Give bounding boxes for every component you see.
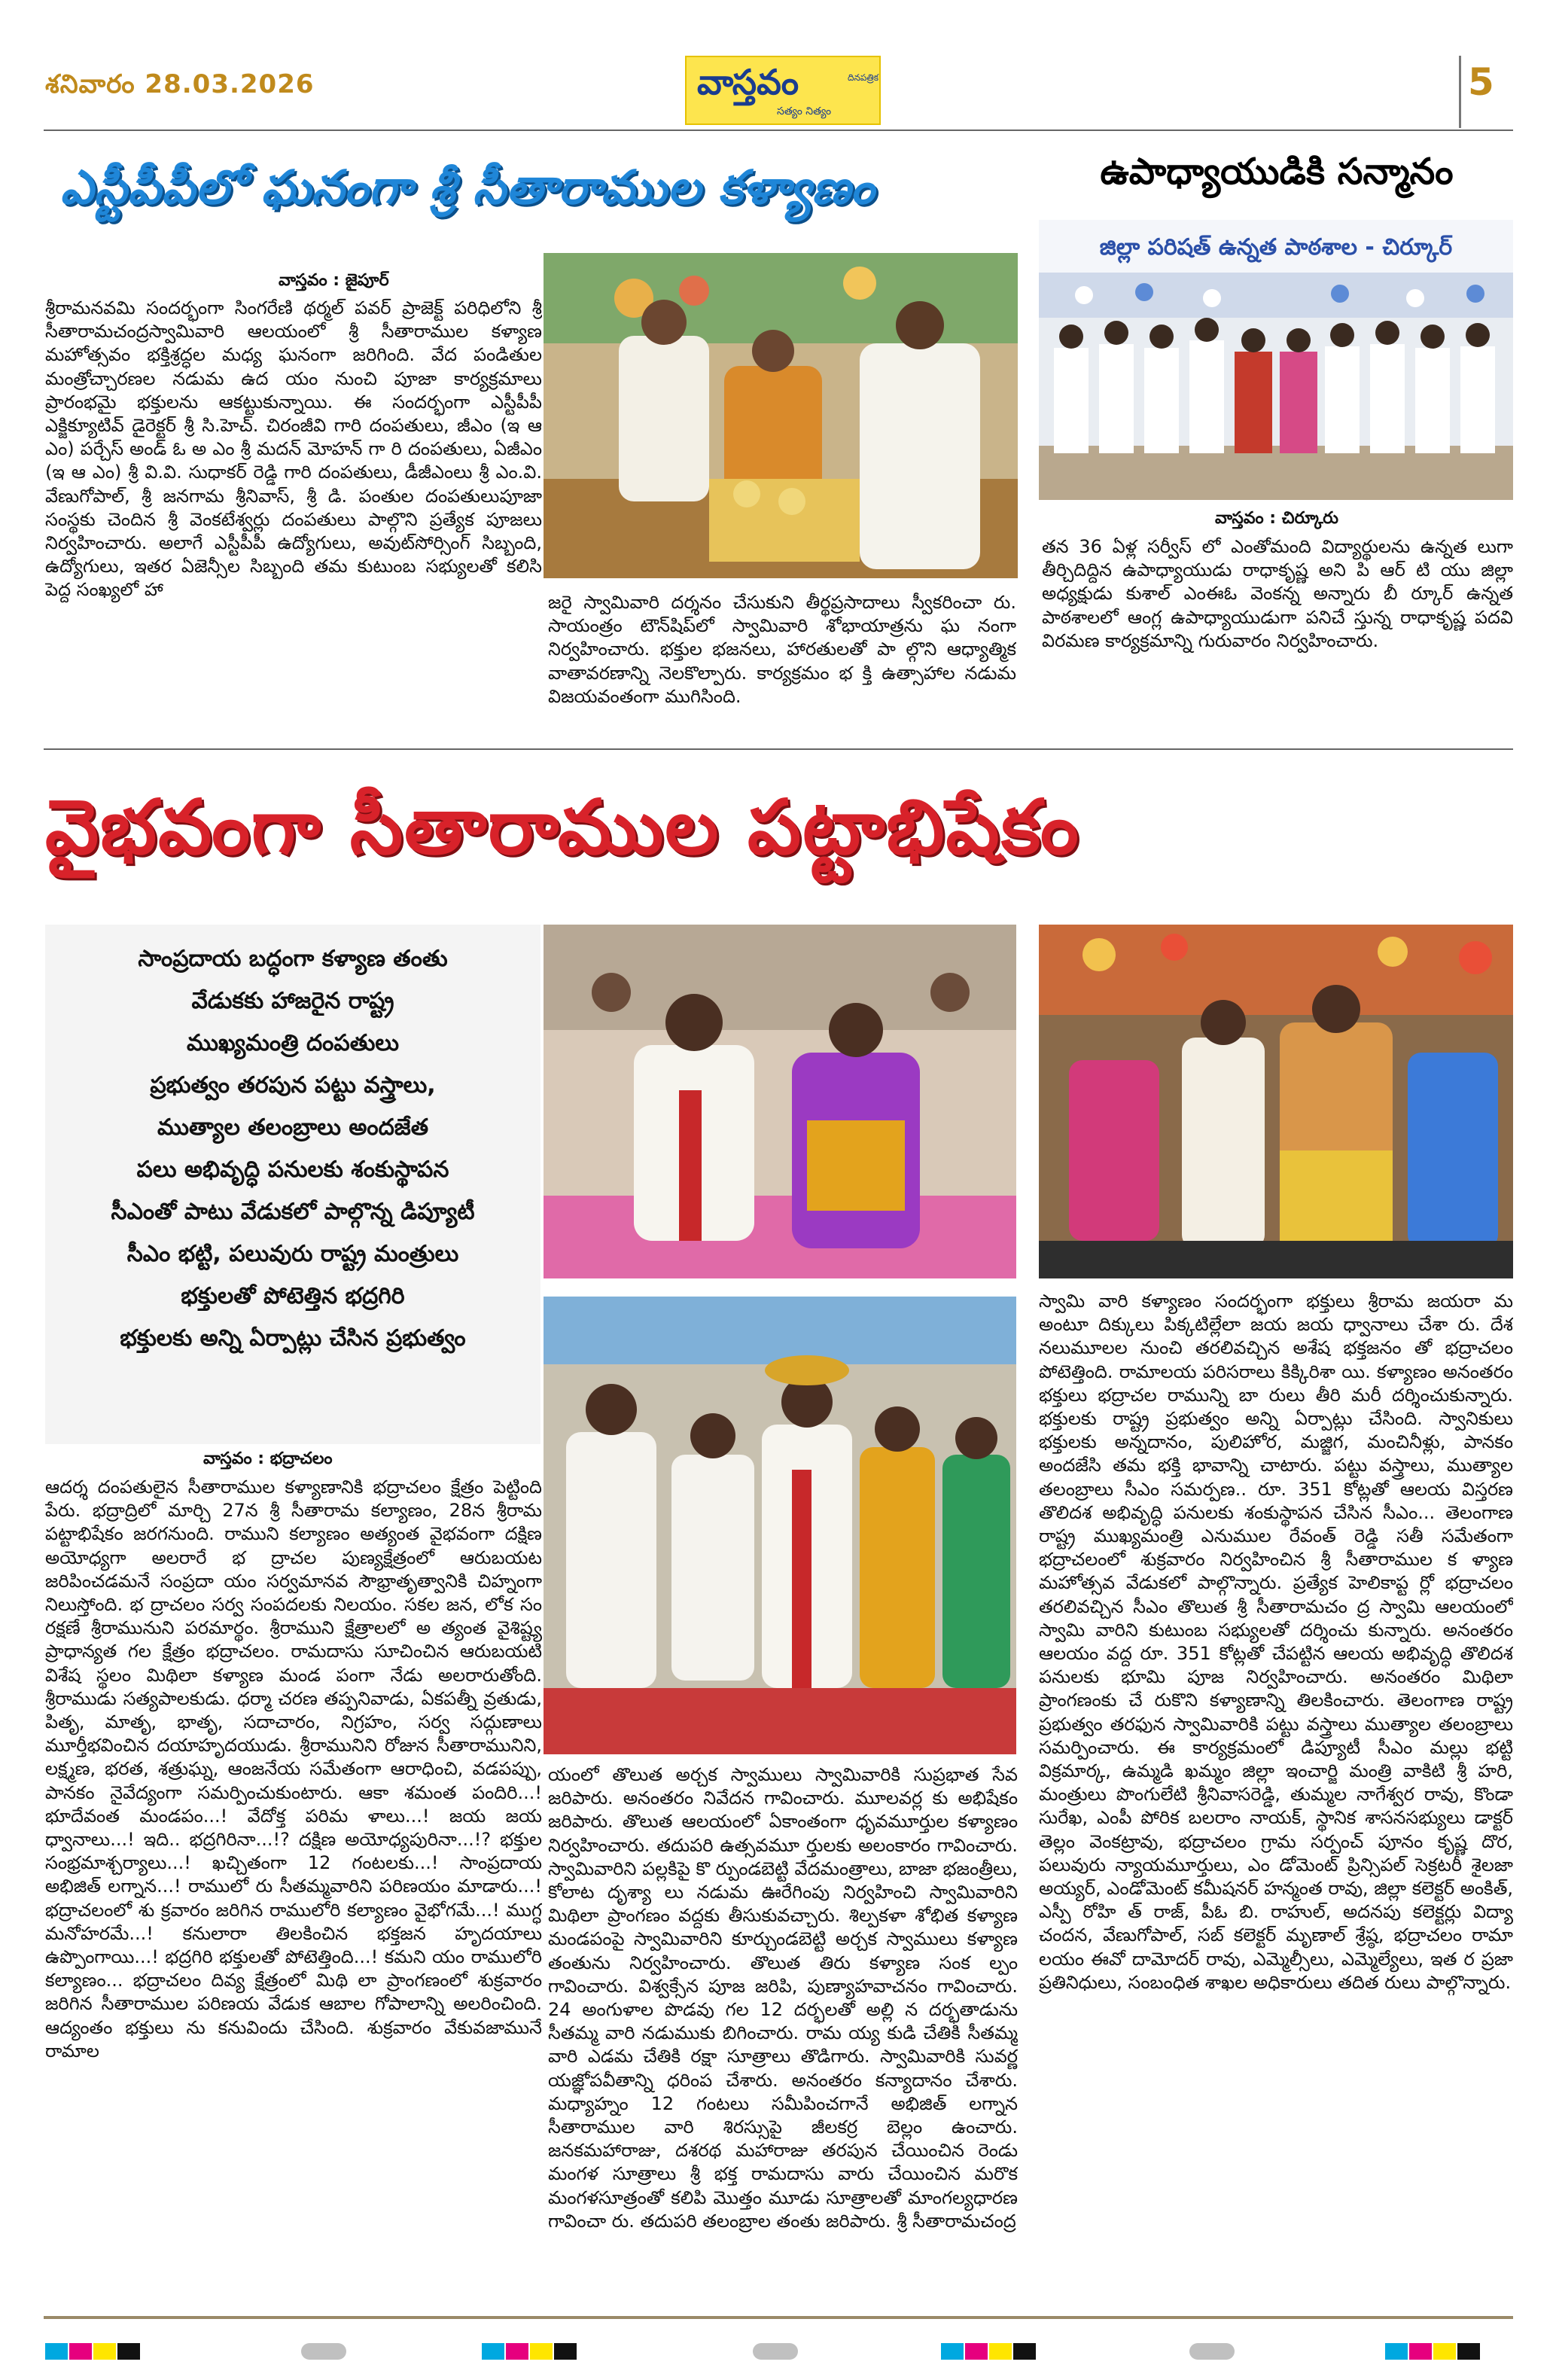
main-body-col1: ఆదర్శ దంపతులైన సీతారాముల కళ్యాణానికి భద్రాచలం క్షేత్రం పెట్టింది పేరు. భద్రాద్రిలో మార్చి 27న శ్రీ సీతారామ కల్యాణం, 28న శ్రీరామ పట్టాభిషేకం జరగనుంది. రాముని కల్యాణం అత్యంత వైభవంగా దక్షిణ అయోధ్యగా అలరారే భ ద్రాచల పుణ్యక్షేత్రంలో ఆరుబయట జరిపించడమనే సంప్రదా యం సర్వమానవ సౌభ్రాతృత్వానికి చిహ్నంగా నిలుస్తోంది. భ ద్రాచలం సర్వ సంపదలకు నిలయం. సకల జన, లోక సం రక్షణే శ్రీరామునుని పరమార్థం. శ్రీరాముని క్షేత్రాలలో అ త్యంత వైశిష్ట్య ప్రాధాన్యత గల క్షేత్రం భద్రాచలం. రామదాసు సూచించిన ఆరుబయటి విశేష స్థలం మిథిలా కళ్యాణ మండ పంగా నేడు అలరారుతోంది. శ్రీరాముడు సత్యపాలకుడు. ధర్మా చరణ తప్పనివాడు, ఏకపత్నీ వ్రతుడు, పితృ, మాతృ, భాతృ, సదాచారం, నిగ్రహం, సర్వ సద్గుణాలు మూర్తీభవించిన దయాహృదయుడు. శ్రీరామునిని రోజున సీతారామునిని, లక్ష్మణ, భరత, శత్రుఘ్న, ఆంజనేయ సమేతంగా ఆరాధించి, వడపప్పు, పానకం నైవేద్యంగా సమర్పించుకుంటారు. ఆకా శమంత పందిరి...! భూదేవంత మండపం...! వేదోక్త పరిమ ళాలు...! జయ జయ ధ్వానాలు...! ఇది.. భద్రగిరినా...!? దక్షిణ అయోధ్యపురినా...!? భక్తుల సంభ్రమాశ్చర్యాలు...! ఖచ్చితంగా 12 గంటలకు...! సాంప్రదాయ అభిజిత్ లగ్నాన...! రాములో రు సీతమ్మవారిని పరిణయం మాడారు...! భద్రాచలంలో శు క్రవారం జరిగిన రాములోరి కల్యాణం వైభోగమే...! ముగ్ధ మనోహరమే...! కనులారా తిలకించిన భక్తజన హృదయాలు ఉప్పొంగాయి...! భద్రగిరి భక్తులతో పోటెత్తింది...! కమని యం రాములోరి కల్యాణం... భద్రాచలం దివ్య క్షేత్రంలో మిథి లా ప్రాంగణంలో శుక్రవారం జరిగిన సీతారాముల పరిణయ వేడుక ఆబాల గోపాలాన్ని అలరించింది. ఆద్యంతం భక్తులు ను కనువిందు చేసింది. శుక్రవారం వేకువజామునే రామాల	[45, 1476, 542, 2062]
registration-mark	[1189, 2343, 1235, 2360]
black-swatch	[117, 2343, 140, 2360]
yellow-swatch	[93, 2343, 116, 2360]
highlight-item: ముత్యాల తలంబ్రాలు అందజేత	[157, 1114, 429, 1141]
story2-body: తన 36 ఏళ్ల సర్వీస్ లో ఎంతోమంది విద్యార్థులను ఉన్నత లుగా తీర్చిదిద్దిన ఉపాధ్యాయుడు రాధాకృష్ణ అని పి ఆర్ టి యు జిల్లా అధ్యక్షుడు కుశాల్ ఎంఈఓ వెంకన్న అన్నారు బీ ర్కూర్ ఉన్నత పాఠశాలలో ఆంగ్ల ఉపాధ్యాయుడుగా పనిచే స్తున్న రాధాకృష్ణ పదవి విరమణ కార్యక్రమాన్ని గురువారం నిర్వహించారు.	[1042, 536, 1513, 651]
teacher-felicitation-photo	[1039, 220, 1513, 500]
yellow-swatch	[989, 2343, 1012, 2360]
highlight-item: పలు అభివృద్ధి పనులకు శంకుస్థాపన	[136, 1156, 449, 1183]
masthead-logo	[685, 56, 881, 125]
main-headline: వైభవంగా సీతారాముల పట్టాభిషేకం	[45, 783, 1080, 871]
school-banner-text: జిల్లా పరిషత్ ఉన్నత పాఠశాల - చిర్కూర్	[1099, 234, 1453, 261]
procession-photo	[544, 1297, 1016, 1754]
priests-ritual-photo	[1039, 925, 1513, 1278]
highlight-item: ముఖ్యమంత్రి దంపతులు	[186, 1030, 400, 1056]
story1-body-col1: శ్రీరామనవమి సందర్భంగా సింగరేణి థర్మల్ పవర్ ప్రాజెక్ట్ పరిధిలోని శ్రీ సీతారామచంద్రస్వామివారి ఆలయంలో శ్రీ సీతారాముల కళ్యాణ మహోత్సవం భక్తిశ్రద్ధల మధ్య ఘనంగా జరిగింది. వేద పండితుల మంత్రోచ్చారణల నడుమ ఉద యం నుంచి పూజా కార్యక్రమాలు ప్రారంభమై భక్తులను ఆకట్టుకున్నాయి. ఈ సందర్భంగా ఎస్టీపీపీ ఎక్జిక్యూటివ్ డైరెక్టర్ శ్రీ సి.హెచ్. చిరంజీవి గారి దంపతులు, జీఎం (ఇ ఆ ఎం) పర్చేస్ అండ్ ఓ అ ఎం శ్రీ మదన్ మోహన్ గా రి దంపతులు, ఏజీఎం (ఇ ఆ ఎం) శ్రీ వి.వి. సుధాకర్ రెడ్డి గారి దంపతులు, డీజీఎంలు శ్రీ ఎం.వి. వేణుగోపాల్, శ్రీ జనగామ శ్రీనివాస్, శ్రీ డి. పంతుల దంపతులుపూజా సంస్థకు చెందిన శ్రీ వెంకటేశ్వర్లు దంపతులు పాల్గొని ప్రత్యేక పూజలు నిర్వహించారు. అలాగే ఎస్టీపీపీ ఉద్యోగులు, అవుట్‌సోర్సింగ్ సిబ్బంది, ఉద్యోగులు, ఇతర ఏజెన్సీల సిబ్బంది తమ కుటుంబ సభ్యులతో కలిసి పెద్ద సంఖ్యలో హా	[45, 297, 542, 601]
story2-dateline: వాస్తవం : చిర్కూరు	[1215, 509, 1338, 528]
black-swatch	[554, 2343, 577, 2360]
masthead-small-label: దినపత్రిక	[848, 72, 879, 83]
highlight-item: భక్తులకు అన్ని ఏర్పాట్లు చేసిన ప్రభుత్వం	[120, 1325, 466, 1352]
page-number: 5	[1468, 60, 1494, 104]
highlight-item: వేడుకకు హాజరైన రాష్ట్ర	[191, 988, 394, 1014]
registration-mark	[301, 2343, 346, 2360]
magenta-swatch	[965, 2343, 988, 2360]
issue-date: శనివారం 28.03.2026	[45, 69, 315, 99]
kalyanam-ritual-photo	[544, 253, 1018, 578]
page-number-divider	[1459, 56, 1461, 128]
header-divider	[44, 130, 1513, 131]
footer-divider	[44, 2316, 1513, 2319]
cyan-swatch	[1385, 2343, 1408, 2360]
main-body-col2: యంలో తొలుత అర్చక స్వాములు స్వామివారికి సుప్రభాత సేవ జరిపారు. అనంతరం నివేదన గావించారు. మూలవర్ల కు అభిషేకం జరిపారు. తొలుత ఆలయంలో ఏకాంతంగా ధృవమూర్తుల కళ్యాణం నిర్వహించారు. తదుపరి ఉత్సవమూ ర్తులకు అలంకారం గావించారు. స్వామివారిని పల్లకిపై కొ ర్పుండబెట్టి వేదమంత్రాలు, బాజా భజంత్రీలు, కోలాట దృశ్యా లు నడుమ ఊరేగింపు నిర్వహించి స్వామివారిని మిథిలా ప్రాంగణం వద్దకు తీసుకువచ్చారు. శిల్పకళా శోభిత కళ్యాణ మండపంపై స్వామివారిని కూర్చుండబెట్టి అర్చక స్వాములు కళ్యాణ తంతును నిర్వహించారు. తొలుత తిరు కళ్యాణ సంక ల్పం గావించారు. విశ్వక్సేన పూజ జరిపి, పుణ్యాహవాచనం గావించారు. 24 అంగుళాల పొడవు గల 12 దర్భలతో అల్లి న దర్భతాడును సీతమ్మ వారి నడుముకు బిగించారు. రామ య్య కుడి చేతికి సీతమ్మ వారి ఎడమ చేతికి రక్షా సూత్రాలు తొడిగారు. స్వామివారికి సువర్ణ యజ్ఞోపవీతాన్ని ధరింప చేశారు. అనంతరం కన్యాదానం చేశారు. మధ్యాహ్నం 12 గంటలు సమీపించగానే అభిజిత్ లగ్నాన సీతారాముల వారి శిరస్సుపై జీలకర్ర బెల్లం ఉంచారు. జనకమహారాజు, దశరథ మహారాజు తరపున చేయించిన రెండు మంగళ సూత్రాలు శ్రీ భక్త రామదాసు వారు చేయించిన మరొక మంగళసూత్రంతో కలిపి మొత్తం మూడు సూత్రాలతో మాంగల్యధారణ గావించా రు. తదుపరి తలంబ్రాల తంతు జరిపారు. శ్రీ సీతారామచంద్ర	[548, 1764, 1018, 2232]
black-swatch	[1457, 2343, 1480, 2360]
registration-mark	[753, 2343, 798, 2360]
story2-headline: ఉపాధ్యాయుడికి సన్మానం	[1100, 151, 1454, 193]
cyan-swatch	[482, 2343, 504, 2360]
story1-headline: ఎస్టీపీపీలో ఘనంగా శ్రీ సీతారాముల కళ్యాణం	[60, 160, 875, 215]
cyan-swatch	[45, 2343, 68, 2360]
highlight-item: సాంప్రదాయ బద్ధంగా కళ్యాణ తంతు	[138, 946, 448, 972]
highlight-item: సీఎంతో పాటు వేడుకలో పాల్గొన్న డిప్యూటీ	[111, 1199, 475, 1225]
highlight-item: ప్రభుత్వం తరపున పట్టు వస్త్రాలు,	[150, 1072, 436, 1099]
magenta-swatch	[506, 2343, 528, 2360]
yellow-swatch	[1433, 2343, 1456, 2360]
cyan-swatch	[941, 2343, 964, 2360]
story1-dateline: వాస్తవం : జైపూర్	[279, 271, 389, 290]
magenta-swatch	[69, 2343, 92, 2360]
magenta-swatch	[1409, 2343, 1432, 2360]
section-divider	[44, 748, 1513, 750]
main-dateline: వాస్తవం : భద్రాచలం	[203, 1449, 333, 1468]
yellow-swatch	[530, 2343, 553, 2360]
highlight-item: భక్తులతో పోటెత్తిన భద్రగిరి	[181, 1283, 405, 1309]
masthead-tagline: సత్యం నిత్యం	[777, 105, 832, 117]
story1-body-col2: జరై స్వామివారి దర్శనం చేసుకుని తీర్థప్రసాదాలు స్వీకరించా రు. సాయంత్రం టౌన్‌షిప్‌లో స్వామివారి శోభాయాత్రను ఘ నంగా నిర్వహించారు. భక్తుల భజనలు, హారతులతో పా ల్గొని ఆధ్యాత్మిక వాతావరణాన్ని నెలకొల్పారు. కార్యక్రమం భ క్తి ఉత్సాహాల నడుమ విజయవంతంగా ముగిసింది.	[548, 592, 1016, 707]
highlights-box	[45, 925, 540, 1444]
highlight-item: సీఎం భట్టి, పలువురు రాష్ట్ర మంత్రులు	[126, 1241, 459, 1267]
black-swatch	[1013, 2343, 1036, 2360]
main-body-col3: స్వామి వారి కళ్యాణం సందర్భంగా భక్తులు శ్రీరామ జయరా మ అంటూ దిక్కులు పిక్కటిల్లేలా జయ జయ ధ్వానాలు చేశా రు. దేశ నలుమూలల నుంచి తరలివచ్చిన అశేష భక్తజనం తో భద్రాచలం పోటెత్తింది. రామాలయ పరిసరాలు కిక్కిరిశా యి. కళ్యాణం అనంతరం భక్తులు భద్రాచల రామున్ని బా రులు తీరి మరీ దర్శించుకున్నారు. భక్తులకు రాష్ట్ర ప్రభుత్వం అన్ని ఏర్పాట్లు చేసింది. స్వానికులు భక్తులకు అన్నదానం, పులిహోర, మజ్జిగ, మంచినీళ్లు, పానకం అందజేసి తమ భక్తి భావాన్ని చాటారు. పట్టు వస్త్రాలు, ముత్యాల తలంబ్రాలు సీఎం సమర్పణ.. రూ. 351 కోట్లతో ఆలయ విస్తరణ తొలిదశ అభివృద్ధి పనులకు శంకుస్థాపన చేసిన సీఎం... తెలంగాణ రాష్ట్ర ముఖ్యమంత్రి ఎనుముల రేవంత్ రెడ్డి సతీ సమేతంగా భద్రాచలంలో శుక్రవారం నిర్వహించిన శ్రీ సీతారాముల క ళ్యాణ మహోత్సవ వేడుకలో పాల్గొన్నారు. ప్రత్యేక హెలికాప్ట ర్లో భద్రాచలం తరలివచ్చిన సీఎం తొలుత శ్రీ సీతారామచం ద్ర స్వామి ఆలయంలో స్వామి వారిని కుటుంబ సభ్యులతో దర్శించు కున్నారు. అనంతరం ఆలయం వద్ద రూ. 351 కోట్లతో చేపట్టిన ఆలయ అభివృద్ధి తొలిదశ పనులకు భూమి పూజ నిర్వహించారు. అనంతరం మిథిలా ప్రాంగణంకు చే రుకొని కళ్యాణాన్ని తిలకించారు. తెలంగాణ రాష్ట్ర ప్రభుత్వం తరఫున స్వామివారికి పట్టు వస్త్రాలు ముత్యాల తలంబ్రాలు సమర్పించారు. ఈ కార్యక్రమంలో డిప్యూటీ సీఎం మల్లు భట్టి విక్రమార్క, ఉమ్మడి ఖమ్మం జిల్లా ఇంచార్జి మంత్రి వాకిటి శ్రీ హరి, మంత్రులు పొంగులేటి శ్రీనివాసరెడ్డి, తుమ్మల నాగేశ్వర రావు, కొండా సురేఖ, ఎంపీ పోరిక బలరాం నాయక్, స్థానిక శాసనసభ్యులు డాక్టర్ తెల్లం వెంకట్రావు, భద్రాచలం గ్రామ సర్పంచ్ పూనం కృష్ణ దొర, పలువురు న్యాయమూర్తులు, ఎం డోమెంట్ ప్రిన్సిపల్ సెక్రటరీ శైలజా అయ్యర్, ఎండోమెంట్ కమీషనర్ హన్మంత రావు, జిల్లా కలెక్టర్ అంకిత్, ఎస్పీ రోహి త్ రాజ్, పీఓ బి. రాహుల్, అదనపు కలెక్టర్లు విద్యా చందన, వేణుగోపాల్, సబ్ కలెక్టర్ మృణాల్ శ్రేష్ఠ, భద్రాచలం రామా లయం ఈవో దామోదర్ రావు, ఎమ్మెల్సీలు, ఎమ్మెల్యేలు, ఇత ర ప్రజా ప్రతినిధులు, సంబంధిత శాఖల అధికారులు తదిత రులు పాల్గొన్నారు.	[1039, 1291, 1513, 1993]
cm-couple-photo	[544, 925, 1016, 1278]
masthead-name: వాస్తవం	[697, 62, 799, 102]
